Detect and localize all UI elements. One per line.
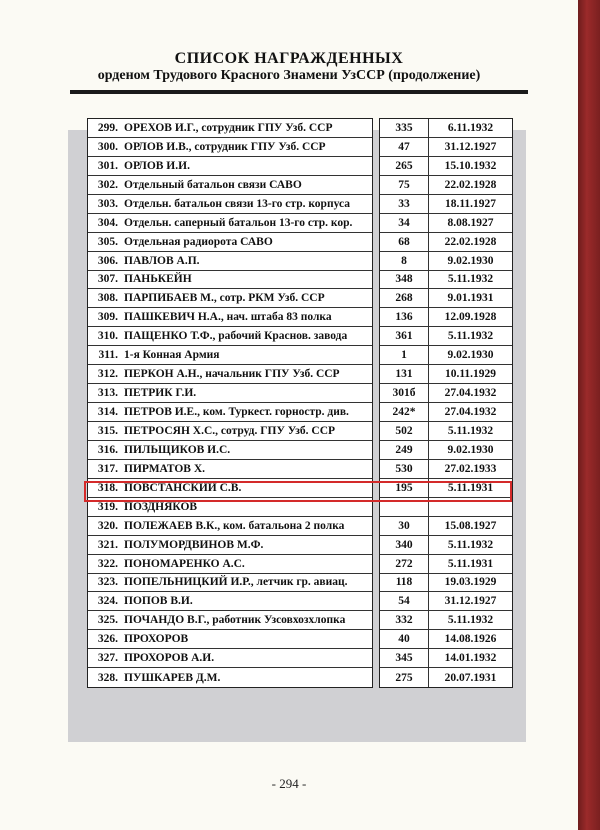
order-number: 47 [380,138,429,156]
awardee-name: ПОЛУМОРДВИНОВ М.Ф. [124,538,264,551]
row-number: 313. [97,387,118,400]
table-row [380,308,512,327]
awardee-name: ПАВЛОВ А.П. [124,254,200,267]
table-row [88,441,372,460]
award-date: 27.02.1933 [444,462,497,475]
table-row [88,327,372,346]
page-number: - 294 - [271,776,307,791]
table-row [380,384,512,403]
order-number: 33 [380,195,429,213]
award-date: 19.03.1929 [444,576,497,589]
row-number: 301. [97,159,118,172]
row-number: 303. [97,197,118,210]
order-number: 40 [380,630,429,648]
award-date: 5.11.1932 [447,614,494,627]
order-number: 8 [380,252,429,270]
award-date: 14.01.1932 [444,652,497,665]
row-number: 321. [97,538,118,551]
order-number: 275 [380,668,429,687]
order-number: 502 [380,422,429,440]
row-number: 315. [97,424,118,437]
order-number: 131 [380,365,429,383]
table-row [88,517,372,536]
row-number: 320. [97,519,118,532]
row-number: 323. [97,576,118,589]
table-row [88,233,372,252]
table-row [380,649,512,668]
row-number: 314. [97,406,118,419]
table-row [380,460,512,479]
awardee-name: ПОЗДНЯКОВ [124,500,198,513]
table-row [380,195,512,214]
award-date: 14.08.1926 [444,633,497,646]
award-date: 31.12.1927 [444,595,497,608]
award-date: 8.08.1927 [447,216,494,229]
table-row [88,214,372,233]
book-cover-edge [578,0,600,830]
award-date: 6.11.1932 [447,121,494,134]
row-number: 306. [97,254,118,267]
table-row [380,555,512,574]
order-number: 301б [380,384,429,402]
row-number: 322. [97,557,118,570]
row-number: 319. [97,500,118,513]
order-number: 136 [380,308,429,326]
row-number: 324. [97,595,118,608]
row-number: 328. [97,671,118,684]
awardee-name: Отдельный батальон связи САВО [124,178,302,191]
award-date: 10.11.1929 [444,368,497,381]
row-number: 317. [97,462,118,475]
award-date: 22.02.1928 [444,235,497,248]
table-row [380,422,512,441]
awardee-name: ПЕТРОВ И.Е., ком. Туркест. горностр. див. [124,406,349,419]
award-date: 15.08.1927 [444,519,497,532]
table-row [380,536,512,555]
table-row [88,271,372,290]
order-number: 195 [380,479,429,497]
row-number: 302. [97,178,118,191]
row-number: 304. [97,216,118,229]
awardee-name: ПАЩЕНКО Т.Ф., рабочий Краснов. завода [124,330,348,343]
row-number: 305. [97,235,118,248]
awardee-name: ПОПЕЛЬНИЦКИЙ И.Р., летчик гр. авиац. [124,576,348,589]
table-row [88,384,372,403]
table-row [380,630,512,649]
table-row [380,214,512,233]
table-row [380,233,512,252]
table-row [380,574,512,593]
awardee-name: ПРОХОРОВ А.И. [124,652,215,665]
table-row [380,138,512,157]
row-number: 309. [97,311,118,324]
order-number: 68 [380,233,429,251]
table-row [380,119,512,138]
awardee-name: ПУШКАРЕВ Д.М. [124,671,221,684]
awardee-name: Отдельн. батальон связи 13-го стр. корпуса [124,197,350,210]
order-number: 75 [380,176,429,194]
row-number: 316. [97,443,118,456]
award-date: 5.11.1931 [447,481,494,494]
award-date: 5.11.1932 [447,424,494,437]
award-date: 18.11.1927 [444,197,497,210]
order-number: 348 [380,271,429,289]
awardee-name: ПОНОМАРЕНКО А.С. [124,557,245,570]
title-rule [70,90,528,94]
row-number: 325. [97,614,118,627]
table-row [88,611,372,630]
table-row [380,611,512,630]
table-row [380,327,512,346]
awardee-name: ПОЛЕЖАЕВ В.К., ком. батальона 2 полка [124,519,345,532]
order-number: 361 [380,327,429,345]
awardee-name: ПОЧАНДО В.Г., работник Узсовхозхлопка [124,614,346,627]
awardee-name: ПЕРКОН А.Н., начальник ГПУ Узб. ССР [124,368,340,381]
table-row [380,592,512,611]
awardee-name: Отдельная радиорота САВО [124,235,273,248]
award-date: 12.09.1928 [444,311,497,324]
awardee-name: ПОВСТАНСКИЙ С.В. [124,481,242,494]
table-row [380,176,512,195]
table-row [88,536,372,555]
award-date: 5.11.1932 [447,538,494,551]
award-date: 22.02.1928 [444,178,497,191]
order-number: 268 [380,289,429,307]
table-row [88,649,372,668]
awardee-name: ПАНЬКЕЙН [124,273,192,286]
table-row [88,555,372,574]
order-number: 242* [380,403,429,421]
table-row [380,365,512,384]
page-subtitle: орденом Трудового Красного Знамени УзССР (продолжение) [97,68,481,83]
order-number: 345 [380,649,429,667]
table-row [380,346,512,365]
table-row [88,289,372,308]
award-date: 27.04.1932 [444,387,497,400]
table-row [88,574,372,593]
awardee-name: 1-я Конная Армия [124,349,220,362]
row-number: 299. [97,121,118,134]
order-number: 118 [380,574,429,592]
awardee-name: ПЕТРОСЯН Х.С., сотруд. ГПУ Узб. ССР [124,424,336,437]
highlighted-row-marker [84,481,512,502]
award-date: 27.04.1932 [444,406,497,419]
table-row [380,271,512,290]
awardee-name: ПОПОВ В.И. [124,595,193,608]
table-row [380,668,512,687]
award-date: 15.10.1932 [444,159,497,172]
table-row [88,157,372,176]
award-date: 20.07.1931 [444,671,497,684]
award-date: 9.01.1931 [447,292,494,305]
row-number: 310. [97,330,118,343]
table-row [380,252,512,271]
table-row [88,252,372,271]
row-number: 318. [97,481,118,494]
table-row [88,460,372,479]
awardee-name: ПАРПИБАЕВ М., сотр. РКМ Узб. ССР [124,292,325,305]
award-date: 5.11.1932 [447,273,494,286]
table-row [88,630,372,649]
award-date: 31.12.1927 [444,140,497,153]
row-number: 300. [97,140,118,153]
awardee-names-table [87,118,373,688]
order-number: 272 [380,555,429,573]
award-orders-table [379,118,513,688]
page-title: СПИСОК НАГРАЖДЕННЫХ [174,50,404,67]
table-row [380,441,512,460]
awardee-name: ОРЕХОВ И.Г., сотрудник ГПУ Узб. ССР [124,121,333,134]
order-number: 30 [380,517,429,535]
row-number: 307. [97,273,118,286]
table-row [88,138,372,157]
table-row [88,422,372,441]
award-date: 9.02.1930 [447,443,494,456]
table-row [380,157,512,176]
awardee-name: ОРЛОВ И.И. [124,159,190,172]
order-number: 34 [380,214,429,232]
order-number: 1 [380,346,429,364]
table-row [380,403,512,422]
row-number: 327. [97,652,118,665]
table-row [380,289,512,308]
row-number: 326. [97,633,118,646]
table-row [88,365,372,384]
award-date: 9.02.1930 [447,349,494,362]
row-number: 308. [97,292,118,305]
table-row [88,403,372,422]
awardee-name: ОРЛОВ И.В., сотрудник ГПУ Узб. ССР [124,140,326,153]
awardee-name: ПИЛЬЩИКОВ И.С. [124,443,231,456]
table-row [88,195,372,214]
order-number: 54 [380,592,429,610]
awardee-name: ПАШКЕВИЧ Н.А., нач. штаба 83 полка [124,311,332,324]
row-number: 311. [98,349,118,362]
row-number: 312. [97,368,118,381]
order-number: 249 [380,441,429,459]
awardee-name: ПРОХОРОВ [124,633,189,646]
table-row [88,592,372,611]
table-row [88,668,372,687]
award-date: 5.11.1932 [447,330,494,343]
order-number: 530 [380,460,429,478]
table-row [88,308,372,327]
order-number: 335 [380,119,429,137]
award-date: 9.02.1930 [447,254,494,267]
awardee-name: ПИРМАТОВ Х. [124,462,206,475]
order-number: 340 [380,536,429,554]
table-row [380,517,512,536]
order-number: 332 [380,611,429,629]
table-row [88,119,372,138]
table-row [88,346,372,365]
table-row [88,176,372,195]
awardee-name: ПЕТРИК Г.И. [124,387,197,400]
award-date: 5.11.1931 [447,557,494,570]
order-number: 265 [380,157,429,175]
awardee-name: Отдельн. саперный батальон 13-го стр. кор. [124,216,353,229]
